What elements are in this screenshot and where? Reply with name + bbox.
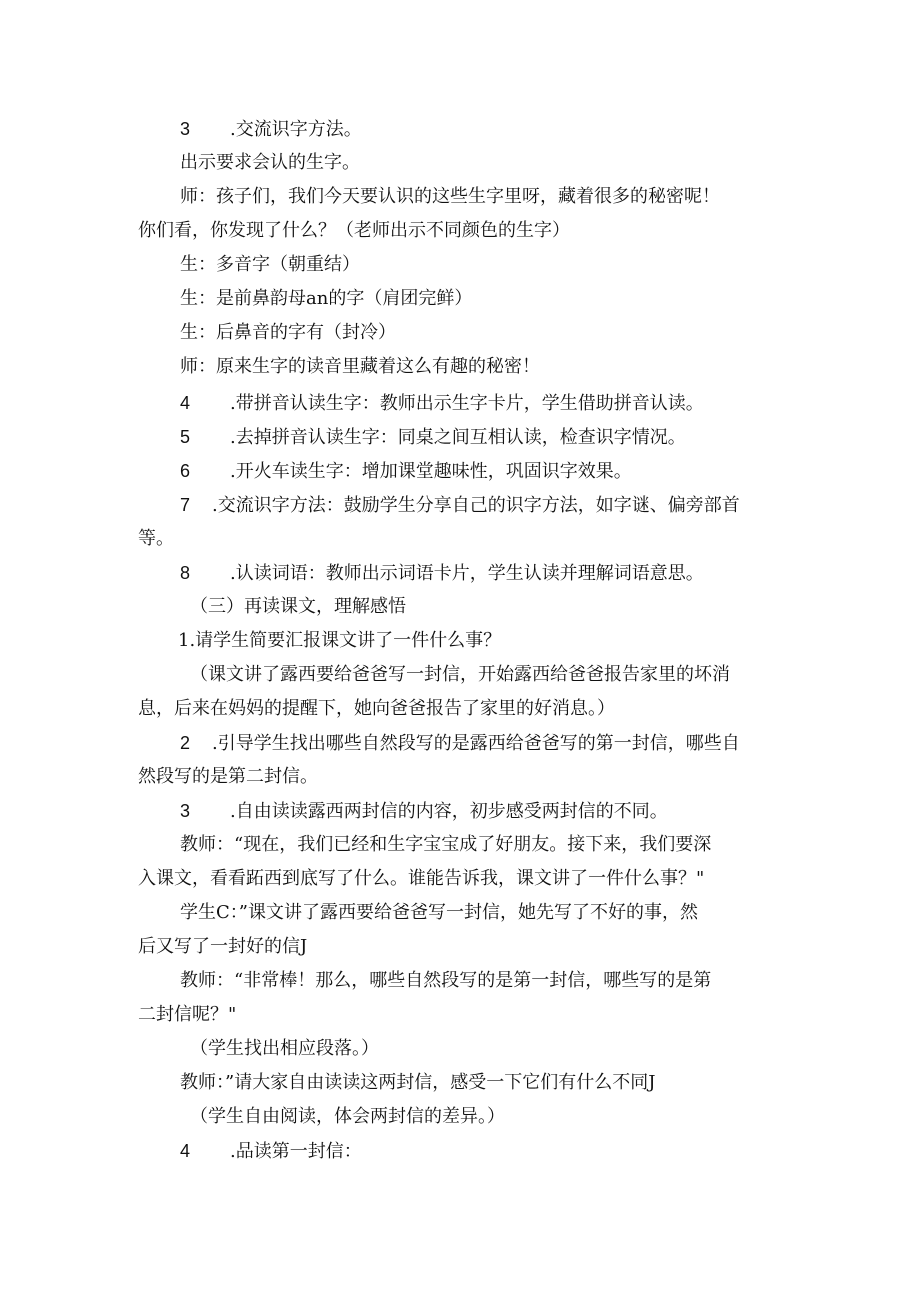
paragraph-line: 后又写了一封好的信J — [138, 936, 308, 957]
list-item — [180, 494, 740, 517]
paragraph-line: 学生C：”课文讲了露西要给爸爸写一封信，她先写了不好的事，然 — [180, 902, 698, 923]
item-number: 8 — [180, 563, 191, 583]
paragraph-line: 二封信呢？" — [138, 1004, 237, 1025]
list-item — [180, 426, 686, 449]
list-item — [180, 392, 704, 415]
paragraph-line: 1.请学生简要汇报课文讲了一件什么事？ — [178, 630, 502, 651]
paragraph-line: 教师：“非常棒！那么，哪些自然段写的是第一封信，哪些写的是第 — [180, 970, 712, 991]
paragraph-line: （学生找出相应段落。） — [190, 1038, 379, 1059]
paragraph-line: 入课文，看看跖西到底写了什么。谁能告诉我，课文讲了一件什么事？" — [138, 868, 705, 889]
item-number: 4 — [180, 1141, 191, 1161]
paragraph-line: 等。 — [138, 528, 174, 549]
list-item — [180, 118, 362, 141]
paragraph-line: 教师：“现在，我们已经和生字宝宝成了好朋友。接下来，我们要深 — [180, 834, 712, 855]
list-item — [180, 1140, 362, 1163]
paragraph-line: 然段写的是第二封信。 — [138, 766, 318, 787]
section-heading: （三）再读课文，理解感悟 — [190, 596, 406, 617]
item-number: 7 — [180, 495, 191, 515]
paragraph-line: 你们看，你发现了什么？（老师出示不同颜色的生字） — [138, 220, 570, 241]
list-item — [180, 732, 740, 755]
item-text: .引导学生找出哪些自然段写的是露西给爸爸写的第一封信，哪些自 — [212, 733, 740, 754]
paragraph-line: 生：后鼻音的字有（封冷） — [180, 322, 396, 343]
item-number: 3 — [180, 801, 191, 821]
item-text: .交流识字方法。 — [230, 119, 362, 140]
list-item — [180, 562, 704, 585]
item-number: 3 — [180, 119, 191, 139]
paragraph-line: 教师：”请大家自由读读这两封信，感受一下它们有什么不同J — [180, 1072, 656, 1093]
item-text: .认读词语：教师出示词语卡片，学生认读并理解词语意思。 — [230, 563, 704, 584]
list-item — [180, 800, 668, 823]
item-text: .开火车读生字：增加课堂趣味性，巩固识字效果。 — [230, 461, 632, 482]
item-number: 5 — [180, 427, 191, 447]
paragraph-line: 出示要求会认的生字。 — [180, 152, 360, 173]
paragraph-line: （学生自由阅读，体会两封信的差异。） — [190, 1106, 505, 1127]
paragraph-line: 息，后来在妈妈的提醒下，她向爸爸报告了家里的好消息。） — [138, 698, 615, 719]
item-number: 2 — [180, 733, 191, 753]
paragraph-line: 生：多音字（朝重结） — [180, 254, 360, 275]
paragraph-line: 师：孩子们，我们今天要认识的这些生字里呀，藏着很多的秘密呢！ — [180, 186, 720, 207]
item-text: .带拼音认读生字：教师出示生字卡片，学生借助拼音认读。 — [230, 393, 704, 414]
item-number: 4 — [180, 393, 191, 413]
item-text: .交流识字方法：鼓励学生分享自己的识字方法，如字谜、偏旁部首 — [212, 495, 740, 516]
item-text: .去掉拼音认读生字：同桌之间互相认读，检查识字情况。 — [230, 427, 686, 448]
item-number: 6 — [180, 461, 191, 481]
list-item — [180, 460, 632, 483]
paragraph-line: （课文讲了露西要给爸爸写一封信，开始露西给爸爸报告家里的坏消 — [190, 664, 730, 685]
paragraph-line: 师：原来生字的读音里藏着这么有趣的秘密！ — [180, 356, 540, 377]
item-text: .自由读读露西两封信的内容，初步感受两封信的不同。 — [230, 801, 668, 822]
paragraph-line: 生：是前鼻韵母an的字（肩团完鲜） — [180, 288, 473, 309]
item-text: .品读第一封信： — [230, 1141, 362, 1162]
